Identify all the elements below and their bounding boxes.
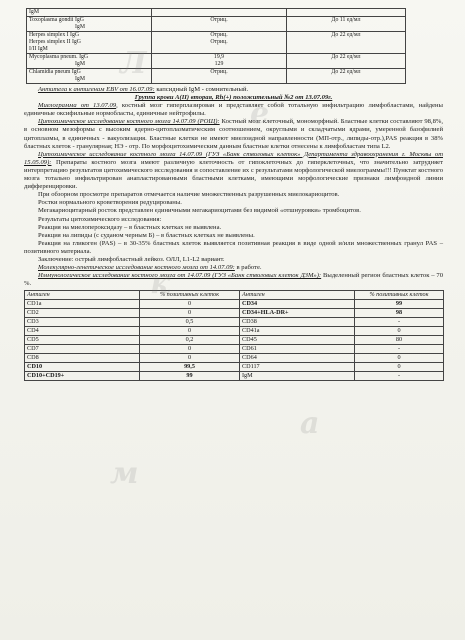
conclusion-line: Заключение: острый лимфобластный лейкоз. ОЛЛ, L1-L2 вариант. (38, 255, 225, 263)
results-title: Результаты цитохимического исследования: (38, 215, 162, 223)
col-header: % позитивных клеток (355, 291, 444, 300)
percent-cell: 0,5 (140, 318, 240, 327)
lipids-line: Реакция на липиды (с суданом черным Б) – в бластных клетках не выявлены. (38, 231, 255, 239)
result-value: Отриц. (210, 17, 228, 23)
megakaryocyte-paragraph: Мегакариоцитарный росток представлен единичными мегакариоцитами без видимой «отшнуровки» тромбоцитов. (38, 207, 361, 215)
result-cell (152, 69, 287, 84)
result-value: 19,9 (213, 54, 225, 60)
watermark-glyph: Л (120, 46, 147, 81)
table-row (25, 327, 444, 336)
percent-cell: 80 (355, 336, 444, 345)
table-row (25, 372, 444, 381)
percent-cell: 0 (140, 300, 240, 309)
antigen-cell: CD10+CD19+ (25, 372, 140, 381)
test-name: Chlamidia pneum IgG (29, 69, 81, 75)
antigen-cell: CD61 (240, 345, 355, 354)
test-name-cell (27, 69, 152, 84)
watermark-glyph: е (250, 96, 270, 131)
result-cell (152, 9, 287, 17)
table-row (25, 300, 444, 309)
result-value: 129 (214, 61, 224, 67)
antigen-cell: CD8 (25, 354, 140, 363)
test-name-cell (27, 32, 152, 54)
antigen-cell: CD2 (25, 309, 140, 318)
test-name: Toxoplasma gondii IgG (29, 17, 84, 23)
percent-cell: 0 (355, 363, 444, 372)
percent-cell: 0 (140, 309, 240, 318)
table-header-row (25, 291, 444, 300)
table-row (25, 363, 444, 372)
antigen-cell: CD34 (240, 300, 355, 309)
test-name: IgM (75, 61, 85, 67)
table-row (27, 17, 406, 32)
percent-cell: - (355, 318, 444, 327)
col-header: Антиген (240, 291, 355, 300)
table-row (25, 336, 444, 345)
table-row (25, 345, 444, 354)
percent-cell: 0 (140, 327, 240, 336)
antigen-cell: CD3 (25, 318, 140, 327)
table-row (25, 309, 444, 318)
review-paragraph: При обзорном просмотре препаратов отмечается наличие множественных разрушенных миелокариоцитов. (38, 191, 340, 199)
test-name: IgM (29, 9, 39, 15)
test-name: IgM (75, 76, 85, 82)
mpo-line: Реакция на миелопероксидазу – в бластных клетках не выявлена. (38, 223, 222, 231)
col-header: % позитивных клеток (140, 291, 240, 300)
percent-cell: 99 (140, 372, 240, 381)
result-value: Отриц. (210, 39, 228, 45)
antigen-cell: CD4 (25, 327, 140, 336)
myelogram-paragraph: Миелограмма от 13.07.09, костный мозг гиперплазирован и представляет собой тотальную инфильтрацию лимфобластами, найдены единичные оксифильные нормобласты, единичные нейтрофилы. (24, 102, 443, 118)
ebv-line: Антитела к антигенам EBV от 16.07.09: капсидный IgM - сомнительный. (38, 86, 249, 93)
test-name-cell (27, 17, 152, 32)
test-name: IgM (75, 24, 85, 30)
percent-cell: 99,5 (140, 363, 240, 372)
molecular-line: Молекулярно-генетическое исследование костного мозга от 14.07.09: в работе. (38, 264, 262, 272)
test-name: Herpes simplex II IgG (29, 39, 81, 45)
antigen-cell: CD7 (25, 345, 140, 354)
table-row (25, 318, 444, 327)
result-cell (152, 17, 287, 32)
test-name: Herpes simplex I IgG (29, 32, 80, 38)
watermark-glyph: м (110, 456, 139, 491)
percent-cell: 0 (140, 345, 240, 354)
blood-group-line: Группа крови А(II) вторая, Rh(+) положительный №2 от 13.07.09г. (134, 94, 333, 102)
cytochem-paragraph-1: Цитохимическое исследование костного мозга 14.07.09 (РОЩ): Костный мозг клеточный, мономорфный. Бластные клетки составляют 98,8%, в основном мезоформы с высоким ядерно-цитоплазматическим соотношением, округлыми и складчатыми ядрами, умеренной базофилией цитоплазмы, в единичных - вакуолизация. Бластные клетки не имеют миелоидной направленности (МП-отр., липиды-отр.),PAS реакция в 38% бластных клеток - гранулярная; НЭ - отр. По морфоцитохимическим данным бластные клетки отнесены к лимфобластам типа L2. (24, 118, 444, 150)
percent-cell: - (355, 372, 444, 381)
test-name: Mycoplasma pneum. IgG (29, 54, 89, 60)
immunology-line: Иммунологическое исследование костного мозга от 14.07.09 (ГУЗ «Банк стволовых клеток ДЗМ»): Выделенный регион бластных клеток – 70 %. (24, 272, 444, 288)
antigen-cell: CD41a (240, 327, 355, 336)
result-cell (152, 54, 287, 69)
table-row (27, 9, 406, 17)
percent-cell: 0,2 (140, 336, 240, 345)
result-value: Отриц. (210, 32, 228, 38)
antigen-cell: CD38 (240, 318, 355, 327)
norm-cell: До 22 ед/мл (287, 54, 406, 69)
antigen-cell: IgM (240, 372, 355, 381)
rostki-line: Ростки нормального кроветворения редуцированы. (38, 199, 182, 207)
test-name: I/II IgM (29, 46, 48, 52)
antigen-cell: CD10 (25, 363, 140, 372)
infection-results-table (26, 8, 406, 84)
antigen-cell: CD1a (25, 300, 140, 309)
percent-cell: 0 (140, 354, 240, 363)
table-row (27, 32, 406, 54)
test-name-cell (27, 9, 152, 17)
antigen-cell: CD64 (240, 354, 355, 363)
table-row (25, 354, 444, 363)
norm-cell: До 22 ед/мл (287, 69, 406, 84)
percent-cell: - (355, 345, 444, 354)
result-value: Отриц. (210, 69, 228, 75)
antigen-cell: CD34+HLA-DR+ (240, 309, 355, 318)
percent-cell: 0 (355, 327, 444, 336)
percent-cell: 99 (355, 300, 444, 309)
result-cell (152, 32, 287, 54)
col-header: Антиген (25, 291, 140, 300)
antigen-cell: CD5 (25, 336, 140, 345)
pas-paragraph: Реакция на гликоген (PAS) – в 30-35% бластных клеток выявляется позитивная реакция в виде одной и/или множественных гранул PAS – позитивного материала. (24, 239, 443, 255)
antigen-cell: CD117 (240, 363, 355, 372)
antigen-cell: CD45 (240, 336, 355, 345)
percent-cell: 0 (355, 354, 444, 363)
norm-cell: До 11 ед/мл (287, 17, 406, 32)
table-row (27, 54, 406, 69)
watermark-glyph: к (150, 266, 171, 301)
norm-cell (287, 9, 406, 17)
watermark-glyph: а (300, 406, 320, 441)
percent-cell: 98 (355, 309, 444, 318)
table-row (27, 69, 406, 84)
norm-cell: До 22 ед/мл (287, 32, 406, 54)
immunophenotype-table (24, 290, 444, 381)
cytochem-paragraph-2: Цитохимическое исследование костного мозга 14.07.09 (ГУЗ «Банк стволовых клеток» Департамента здравоохранения г. Москвы от 15.05.09): Препараты костного мозга имеют различную клеточность от гипоклеточных до гиперклеточных, что значительно затрудняет интерпретацию результатов цитохимического исследования и сопоставление их с результатами морфологической миелограммы!!! Пунктат костного мозга тотально инфильтрирован анапластированными бластными клетками, имеющими морфологические признаки лимфоидной линии дифференцировки. (24, 150, 443, 191)
